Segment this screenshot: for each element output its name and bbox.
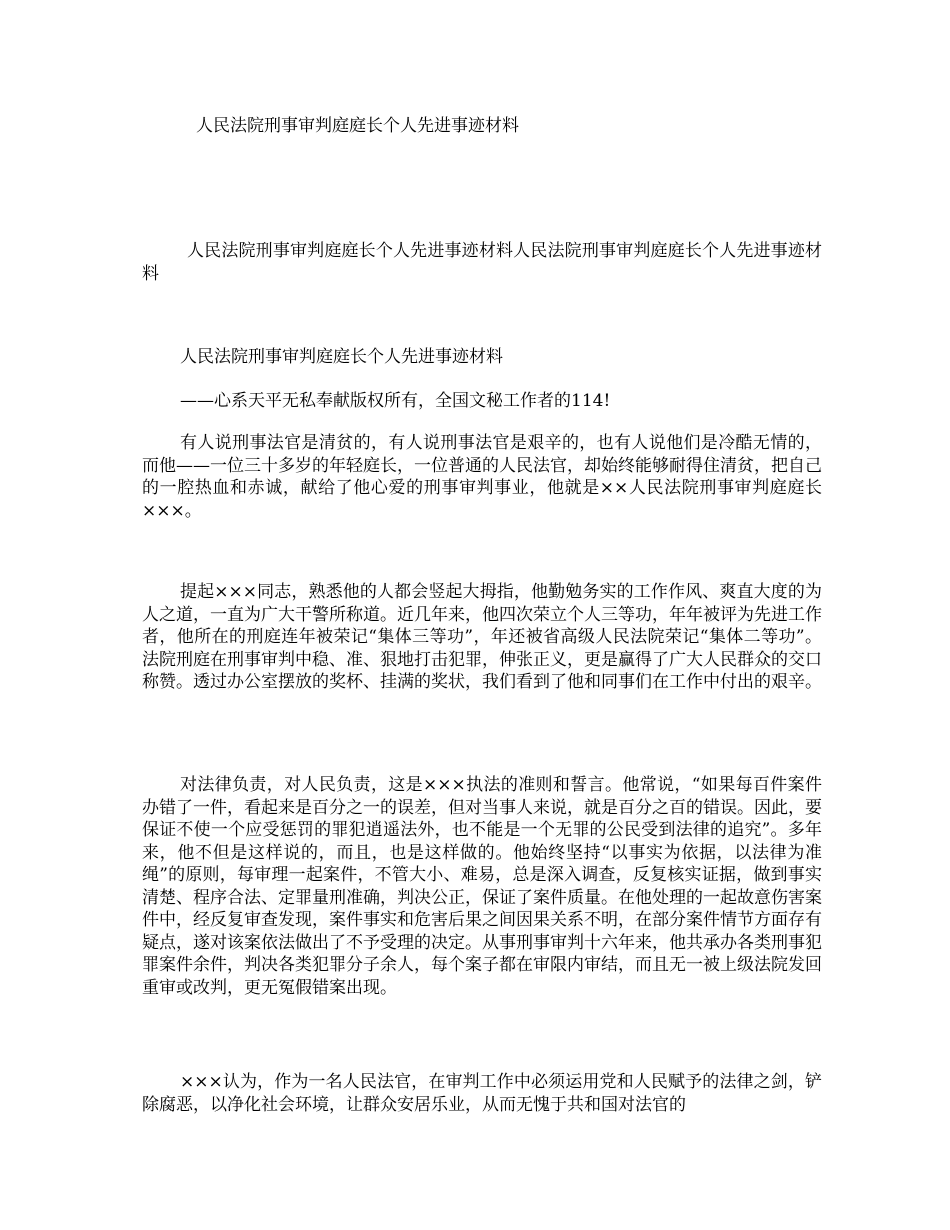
section-heading: 人民法院刑事审判庭庭长个人先进事迹材料 xyxy=(180,347,503,367)
document-title: 人民法院刑事审判庭庭长个人先进事迹材料 xyxy=(196,116,519,136)
paragraph-2: 提起×××同志，熟悉他的人都会竖起大拇指，他勤勉务实的工作作风、爽直大度的为人之道，一直为广大干警所称道。近几年来，他四次荣立个人三等功，年年被评为先进工作者，他所在的刑庭连年被荣记“集体三等功”，年还被省高级人民法院荣记“集体二等功”。法院刑庭在刑事审判中稳、准、狠地打击犯罪，伸张正义，更是赢得了广大人民群众的交口称赞。透过办公室摆放的奖杯、挂满的奖状，我们看到了他和同事们在工作中付出的艰辛。 xyxy=(142,582,822,692)
section-subheading: ——心系天平无私奉献版权所有，全国文秘工作者的114! xyxy=(180,391,611,411)
paragraph-3: 对法律负责，对人民负责，这是×××执法的准则和誓言。他常说，“如果每百件案件办错了一件，看起来是百分之一的误差，但对当事人来说，就是百分之百的错误。因此，要保证不使一个应受惩罚的罪犯逍遥法外，也不能是一个无罪的公民受到法律的追究”。多年来，他不但是这样说的，而且，也是这样做的。他始终坚持“以事实为依据，以法律为准绳”的原则，每审理一起案件，不管大小、难易，总是深入调查，反复核实证据，做到事实清楚、程序合法、定罪量刑准确，判决公正，保证了案件质量。在他处理的一起故意伤害案件中，经反复审查发现，案件事实和危害后果之间因果关系不明，在部分案件情节方面存有疑点，遂对该案依法做出了不予受理的决定。从事刑事审判十六年来，他共承办各类刑事犯罪案件余件，判决各类犯罪分子余人，每个案子都在审限内审结，而且无一被上级法院发回重审或改判，更无冤假错案出现。 xyxy=(142,775,822,998)
paragraph-1: 有人说刑事法官是清贫的，有人说刑事法官是艰辛的，也有人说他们是冷酷无情的，而他——一位三十多岁的年轻庭长，一位普通的人民法官，却始终能够耐得住清贫，把自己的一腔热血和赤诚，献给了他心爱的刑事审判事业，他就是××人民法院刑事审判庭庭长×××。 xyxy=(142,433,822,521)
repeated-title: 人民法院刑事审判庭庭长个人先进事迹材料人民法院刑事审判庭庭长个人先进事迹材料 xyxy=(142,241,822,284)
paragraph-4: ×××认为，作为一名人民法官，在审判工作中必须运用党和人民赋予的法律之剑，铲除腐恶，以净化社会环境，让群众安居乐业，从而无愧于共和国对法官的 xyxy=(142,1072,822,1115)
